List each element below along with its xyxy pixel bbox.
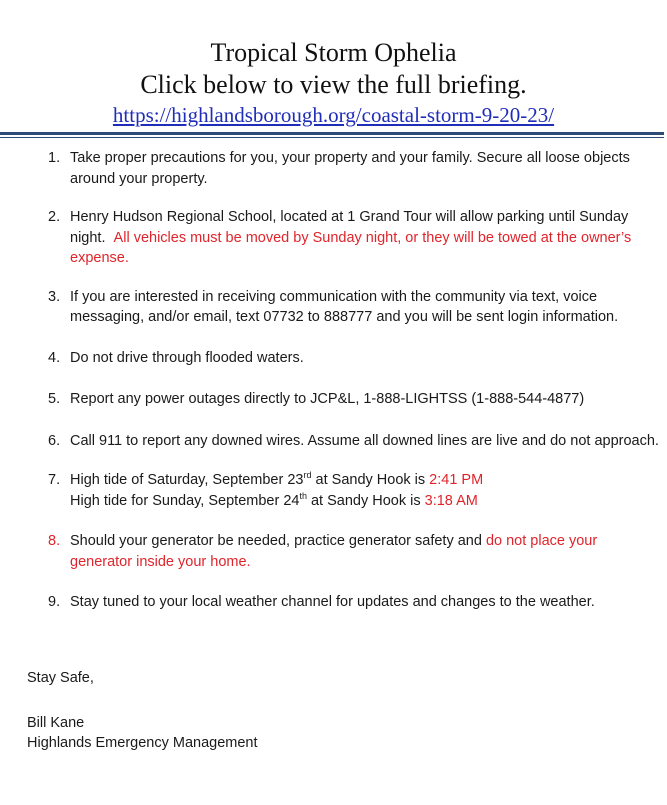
item-number: 7. bbox=[48, 472, 61, 488]
tide-sunday-line: High tide for Sunday, September 24th at Sandy Hook is 3:18 AM bbox=[70, 490, 478, 509]
item-text: Stay tuned to your local weather channel for updates and changes to the weather. bbox=[70, 594, 595, 610]
item-number: 3. bbox=[48, 288, 61, 305]
item-warning-text: do not place your generator inside your home. bbox=[70, 533, 598, 570]
item-number: 1. bbox=[48, 150, 61, 166]
tide-saturday-line: High tide of Saturday, September 23rd at Sandy Hook is 2:41 PM bbox=[70, 470, 484, 488]
item-text: Henry Hudson Regional School, located at 1 Grand Tour will allow parking until Sunday night. bbox=[70, 209, 629, 246]
signer-organization: Highlands Emergency Management bbox=[27, 735, 258, 751]
divider-thick-line bbox=[0, 132, 664, 135]
item-text: Should your generator be needed, practice generator safety and bbox=[70, 533, 482, 549]
item-text: Take proper precautions for you, your property and your family. Secure all loose objects around your property. bbox=[70, 150, 630, 187]
item-number: 6. bbox=[48, 432, 61, 449]
divider-thin-line bbox=[0, 137, 664, 138]
list-item bbox=[0, 389, 664, 410]
instructions-list bbox=[0, 148, 664, 613]
closing-text: Stay Safe, bbox=[27, 670, 94, 686]
item-number: 8. bbox=[48, 533, 61, 549]
item-number: 9. bbox=[48, 594, 61, 610]
item-text: Call 911 to report any downed wires. Assume all downed lines are live and do not approach. bbox=[70, 432, 659, 449]
list-item bbox=[0, 148, 664, 189]
item-number: 5. bbox=[48, 391, 61, 407]
list-item bbox=[0, 348, 664, 369]
item-text: Report any power outages directly to JCP&L, 1-888-LIGHTSS (1-888-544-4877) bbox=[70, 391, 585, 407]
briefing-link[interactable]: https://highlandsborough.org/coastal-storm-9-20-23/ bbox=[112, 103, 555, 127]
item-warning-text: All vehicles must be moved by Sunday night, or they will be towed at the owner’s expense. bbox=[70, 229, 632, 266]
briefing-header bbox=[0, 0, 667, 128]
tide-saturday-time: 2:41 PM bbox=[429, 472, 484, 488]
signer-name: Bill Kane bbox=[27, 714, 85, 731]
item-text: If you are interested in receiving communication with the community via text, voice messaging, and/or email, text 07732 to 888777 and you will be sent login information. bbox=[70, 288, 619, 325]
list-item bbox=[0, 470, 664, 511]
page-title: Tropical Storm Ophelia bbox=[210, 38, 457, 67]
list-item bbox=[0, 431, 664, 452]
list-item bbox=[0, 531, 664, 572]
item-text: Do not drive through flooded waters. bbox=[70, 349, 304, 366]
list-item bbox=[0, 592, 664, 613]
tide-sunday-time: 3:18 AM bbox=[424, 492, 478, 509]
list-item bbox=[0, 207, 664, 269]
item-number: 2. bbox=[48, 209, 61, 225]
signoff bbox=[27, 668, 258, 754]
page-subtitle: Click below to view the full briefing. bbox=[140, 70, 527, 99]
item-number: 4. bbox=[48, 349, 61, 366]
list-item bbox=[0, 287, 664, 328]
header-divider bbox=[0, 132, 664, 139]
